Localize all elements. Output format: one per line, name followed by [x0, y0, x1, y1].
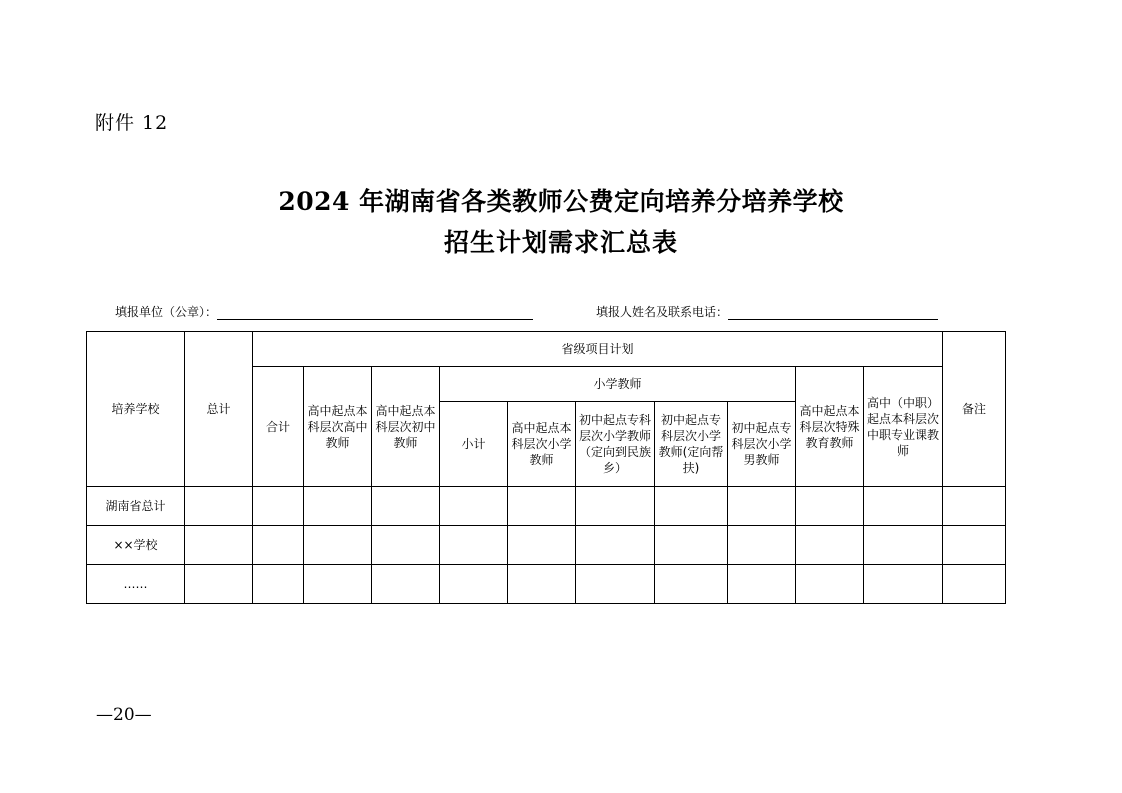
header-high-school-teacher: 高中起点本科层次高中教师	[304, 367, 372, 487]
row-label: ……	[87, 565, 185, 604]
header-primary-ethnic: 初中起点专科层次小学教师（定向到民族乡）	[576, 402, 655, 487]
page-number: —20—	[96, 705, 152, 725]
plan-table	[86, 331, 1006, 604]
header-subtotal: 合计	[253, 367, 304, 487]
header-special-education-teacher: 高中起点本科层次特殊教育教师	[796, 367, 864, 487]
fill-contact-blank	[728, 305, 938, 320]
header-primary-assist: 初中起点专科层次小学教师(定向帮扶)	[655, 402, 728, 487]
row-label: 湖南省总计	[87, 487, 185, 526]
header-primary-subtotal: 小计	[440, 402, 508, 487]
fill-contact-field	[596, 303, 938, 320]
fill-unit-blank	[217, 305, 533, 320]
document-title-line2: 招生计划需求汇总表	[443, 228, 678, 257]
table-row	[87, 565, 1006, 604]
table-row	[87, 487, 1006, 526]
header-school: 培养学校	[87, 332, 185, 487]
header-total: 总计	[185, 332, 253, 487]
header-primary-teacher: 小学教师	[440, 367, 796, 402]
document-title-line1: 2024 年湖南省各类教师公费定向培养分培养学校	[278, 187, 844, 216]
fill-unit-field	[115, 303, 533, 320]
row-label: ××学校	[87, 526, 185, 565]
header-primary-male: 初中起点专科层次小学男教师	[728, 402, 796, 487]
header-vocational-teacher: 高中（中职）起点本科层次中职专业课教师	[864, 367, 943, 487]
fill-unit-label: 填报单位（公章）：	[115, 305, 218, 319]
header-provincial-plan: 省级项目计划	[253, 332, 943, 367]
table-row	[87, 526, 1006, 565]
header-primary-hs-bachelor: 高中起点本科层次小学教师	[508, 402, 576, 487]
header-remarks: 备注	[943, 332, 1006, 487]
fill-contact-label: 填报人姓名及联系电话：	[596, 305, 729, 319]
header-middle-school-teacher: 高中起点本科层次初中教师	[372, 367, 440, 487]
attachment-label: 附件 12	[95, 112, 169, 134]
